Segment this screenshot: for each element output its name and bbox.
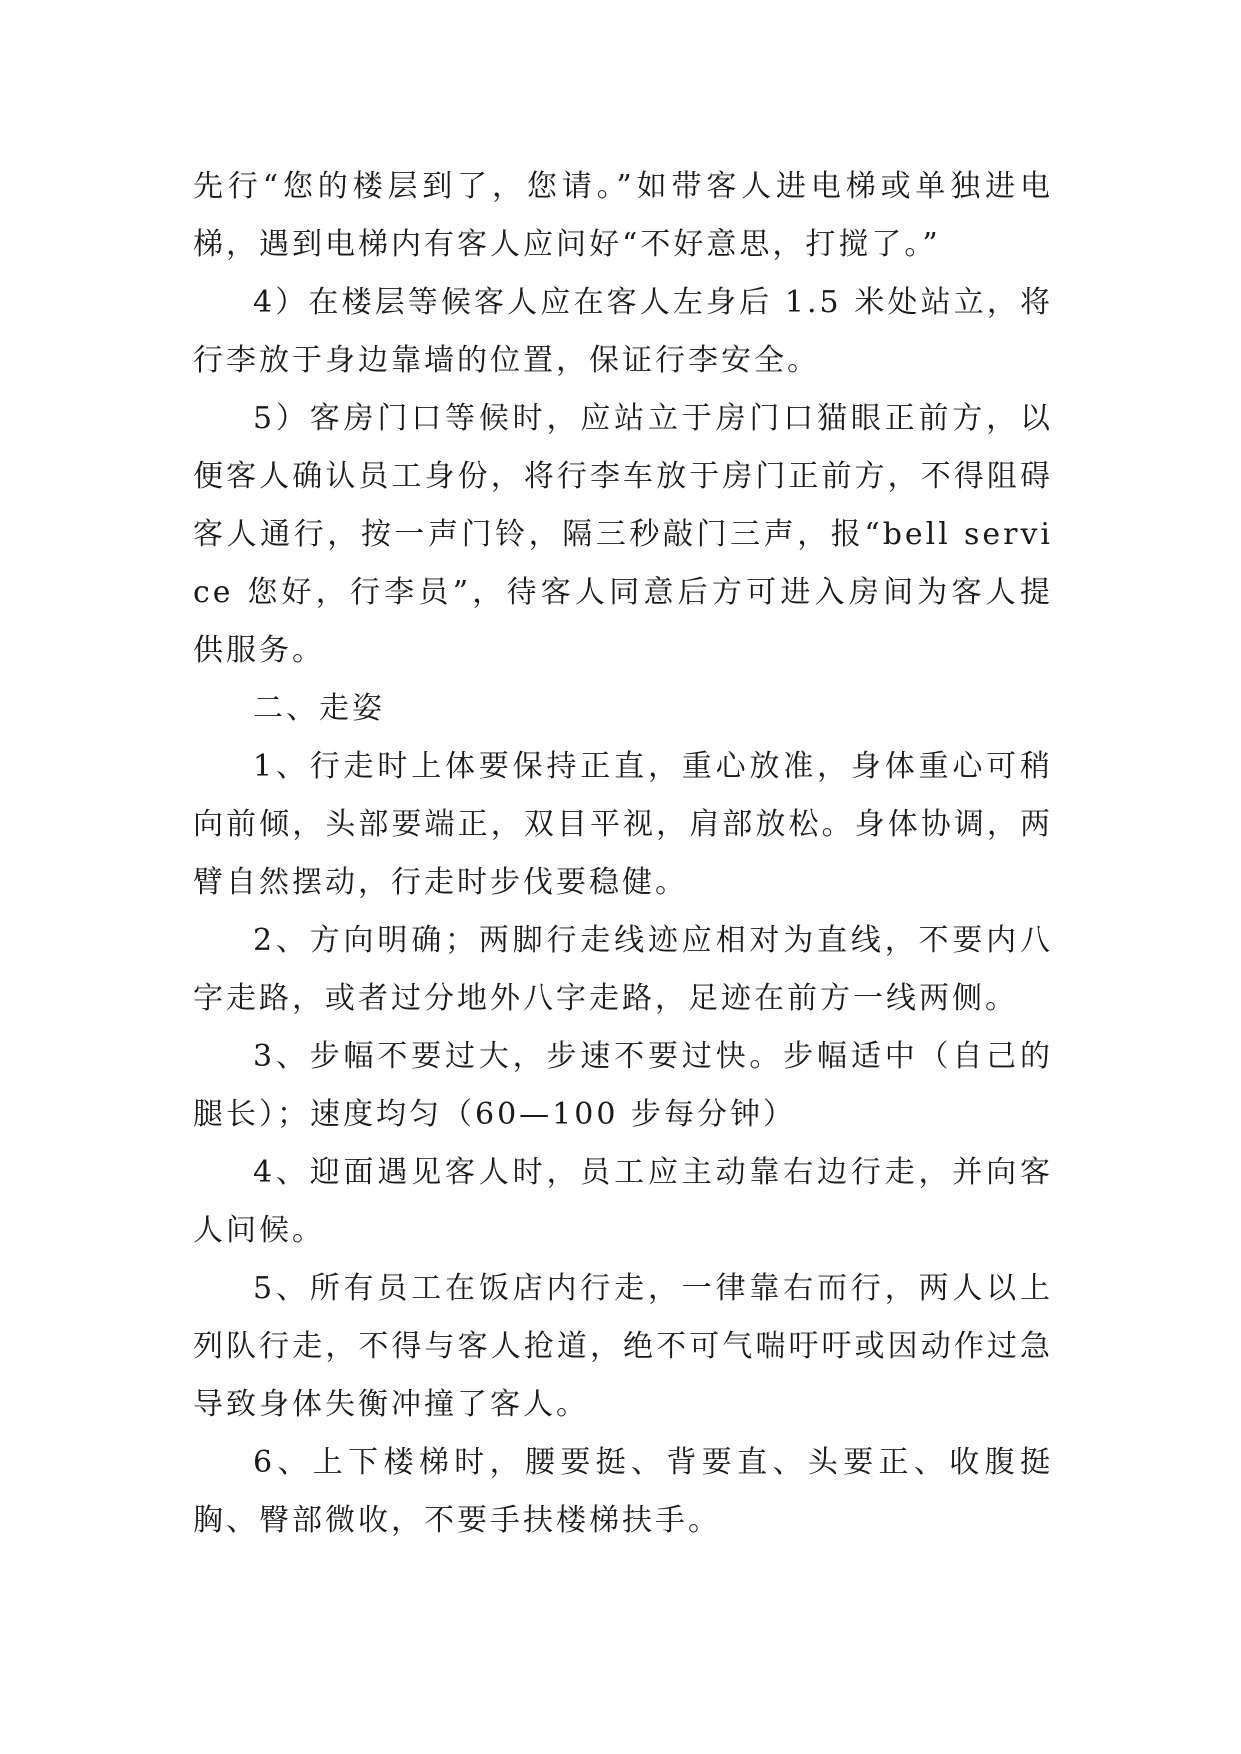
walking-item-4: 4、迎面遇见客人时，员工应主动靠右边行走，并向客人问候。 [193, 1155, 1053, 1248]
paragraph-item-4: 4）在楼层等候客人应在客人左身后 1.5 米处站立，将行李放于身边靠墙的位置，保证行李安全。 [193, 285, 1053, 378]
walking-item-2: 2、方向明确；两脚行走线迹应相对为直线，不要内八字走路，或者过分地外八字走路，足迹在前方一线两侧。 [193, 923, 1053, 1016]
paragraph-item-5: 5）客房门口等候时，应站立于房门口猫眼正前方，以便客人确认员工身份，将行李车放于房门正前方，不得阻碍客人通行，按一声门铃，隔三秒敲门三声，报“bell service 您好，行李员”，待客人同意后方可进入房间为客人提供服务。 [193, 401, 1053, 668]
section-heading-walking: 二、走姿 [253, 691, 385, 726]
walking-item-3: 3、步幅不要过大，步速不要过快。步幅适中（自己的腿长）；速度均匀（60—100 步每分钟） [193, 1039, 1053, 1132]
walking-item-1: 1、行走时上体要保持正直，重心放准，身体重心可稍向前倾，头部要端正，双目平视，肩部放松。身体协调，两臂自然摆动，行走时步伐要稳健。 [193, 749, 1053, 900]
walking-item-6: 6、上下楼梯时，腰要挺、背要直、头要正、收腹挺胸、臀部微收，不要手扶楼梯扶手。 [193, 1445, 1053, 1538]
walking-item-5: 5、所有员工在饭店内行走，一律靠右而行，两人以上列队行走，不得与客人抢道，绝不可气喘吁吁或因动作过急导致身体失衡冲撞了客人。 [193, 1271, 1053, 1422]
paragraph-continuation: 先行“您的楼层到了，您请。”如带客人进电梯或单独进电梯，遇到电梯内有客人应问好“不好意思，打搅了。” [193, 169, 1053, 262]
document-body [193, 158, 1053, 1550]
